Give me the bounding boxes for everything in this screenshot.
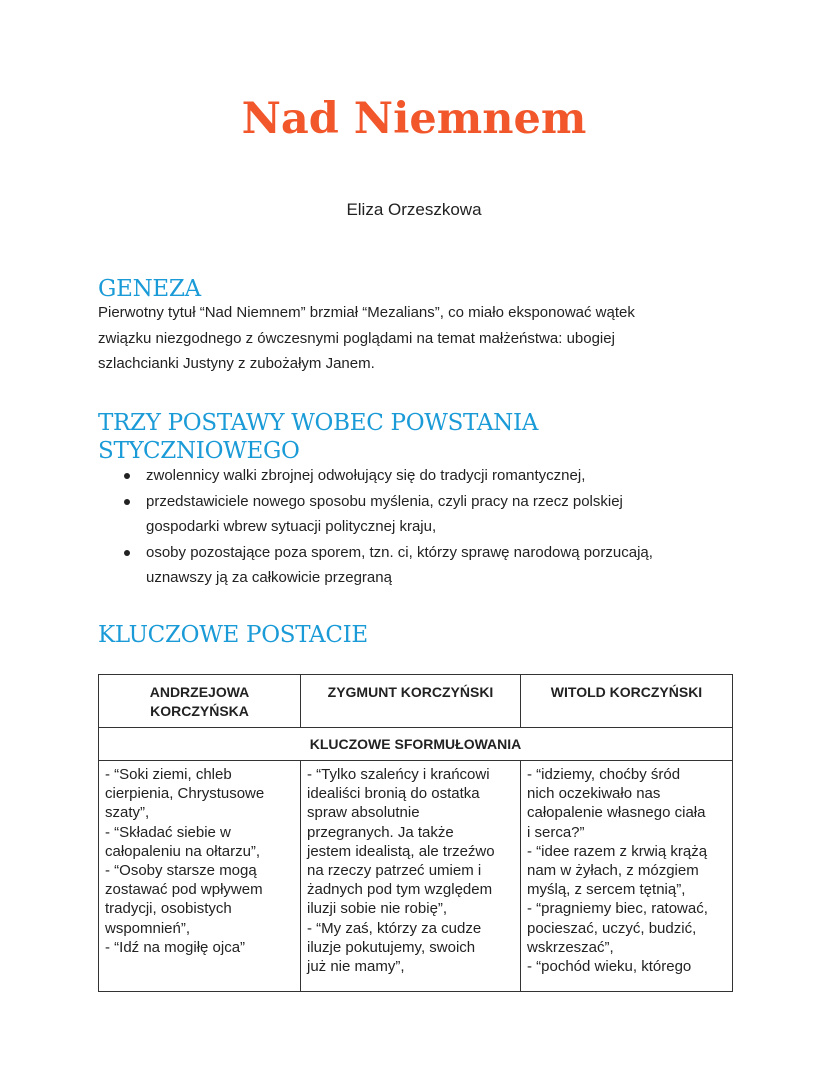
quote-line: spraw absolutnie	[307, 804, 420, 822]
quotes-cell-andrzejowa	[99, 761, 301, 992]
header-text: ANDRZEJOWA	[149, 684, 250, 700]
quote-line: myślą, z sercem tętnią”,	[527, 881, 686, 899]
table-header-row	[99, 675, 733, 728]
bullet-icon	[124, 550, 130, 556]
quote-line: już nie mamy”,	[307, 958, 405, 976]
quote-line: idealiści bronią do ostatka	[307, 785, 480, 803]
quote-line: - “pragniemy biec, ratować,	[527, 900, 708, 918]
quote-line: - “Idź na mogiłę ojca”	[105, 938, 246, 956]
bullet-text: uznawszy ją za całkowicie przegraną	[146, 569, 392, 586]
heading-line: STYCZNIOWEGO	[98, 438, 300, 464]
document-author: Eliza Orzeszkowa	[346, 200, 482, 219]
quote-line: iluzje pokutujemy, swoich	[307, 938, 476, 956]
quote-line: - “Osoby starsze mogą	[105, 862, 257, 880]
quote-line: - “Soki ziemi, chleb	[105, 766, 232, 783]
quote-line: pocieszać, uczyć, budzić,	[527, 919, 697, 937]
quote-line: - “idee razem z krwią krążą	[527, 842, 708, 860]
geneza-line: związku niezgodnego z ówczesnymi poglądami na temat małżeństwa: ubogiej	[98, 329, 615, 347]
table-subheader-row	[99, 728, 733, 761]
quote-line: i serca?”	[527, 823, 585, 841]
quote-line: nich oczekiwało nas	[527, 785, 661, 803]
quote-line: tradycji, osobistych	[105, 900, 232, 918]
header-text: ZYGMUNT KORCZYŃSKI	[327, 684, 494, 700]
quote-line: - “Składać siebie w	[105, 823, 231, 841]
bullet-item	[146, 540, 786, 591]
header-cell-witold	[521, 675, 733, 728]
key-figures-table	[98, 674, 733, 992]
quote-line: żadnych pod tym względem	[307, 881, 493, 899]
quote-line: wskrzeszać”,	[527, 938, 614, 956]
quote-line: przegranych. Ja także	[307, 823, 454, 841]
bullet-item	[146, 489, 786, 540]
quote-line: - “Tylko szaleńcy i krańcowi	[307, 766, 490, 783]
table-row	[99, 761, 733, 992]
bullet-icon	[124, 473, 130, 479]
geneza-paragraph	[98, 300, 738, 377]
bullet-text: zwolennicy walki zbrojnej odwołujący się do tradycji romantycznej,	[146, 467, 586, 484]
bullet-text: przedstawiciele nowego sposobu myślenia, czyli pracy na rzecz polskiej	[146, 492, 623, 510]
geneza-line: Pierwotny tytuł “Nad Niemnem” brzmiał “Mezalians”, co miało eksponować wątek	[98, 304, 635, 321]
quote-line: - “My zaś, którzy za cudze	[307, 919, 482, 937]
quote-line: całopalenie własnego ciała	[527, 804, 706, 822]
section-heading-postawy	[98, 409, 538, 465]
quote-line: wspomnień”,	[105, 919, 191, 937]
bullet-item	[146, 463, 786, 489]
quotes-cell-witold	[521, 761, 733, 992]
quote-line: na rzeczy patrzeć umiem i	[307, 862, 482, 880]
quote-line: nam w żyłach, z mózgiem	[527, 862, 699, 880]
header-cell-zygmunt	[301, 675, 521, 728]
header-cell-andrzejowa	[99, 675, 301, 728]
document-title: Nad Niemnem	[241, 94, 587, 144]
quote-line: - “pochód wieku, którego	[527, 958, 692, 976]
postawy-bullet-list	[98, 463, 786, 591]
heading-line: TRZY POSTAWY WOBEC POWSTANIA	[98, 410, 539, 436]
bullet-text: gospodarki wbrew sytuacji politycznej kraju,	[146, 518, 437, 535]
quote-line: jestem idealistą, ale trzeźwo	[307, 842, 495, 860]
subheader-cell: KLUCZOWE SFORMUŁOWANIA	[99, 728, 733, 761]
quote-line: szaty”,	[105, 804, 150, 822]
quote-line: iluzji sobie nie robię”,	[307, 900, 448, 918]
geneza-line: szlachcianki Justyny z zubożałym Janem.	[98, 355, 375, 372]
quotes-cell-zygmunt	[301, 761, 521, 992]
quote-line: cierpienia, Chrystusowe	[105, 785, 265, 803]
quote-line: całopaleniu na ołtarzu”,	[105, 842, 261, 860]
bullet-icon	[124, 499, 130, 505]
quote-line: zostawać pod wpływem	[105, 881, 263, 899]
header-text: WITOLD KORCZYŃSKI	[550, 684, 703, 700]
quote-line: - “idziemy, choćby śród	[527, 766, 681, 783]
header-text: KORCZYŃSKA	[150, 703, 249, 719]
section-heading-postacie: KLUCZOWE POSTACIE	[98, 622, 368, 648]
bullet-text: osoby pozostające poza sporem, tzn. ci, którzy sprawę narodową porzucają,	[146, 543, 653, 561]
section-heading-geneza: GENEZA	[98, 276, 201, 302]
